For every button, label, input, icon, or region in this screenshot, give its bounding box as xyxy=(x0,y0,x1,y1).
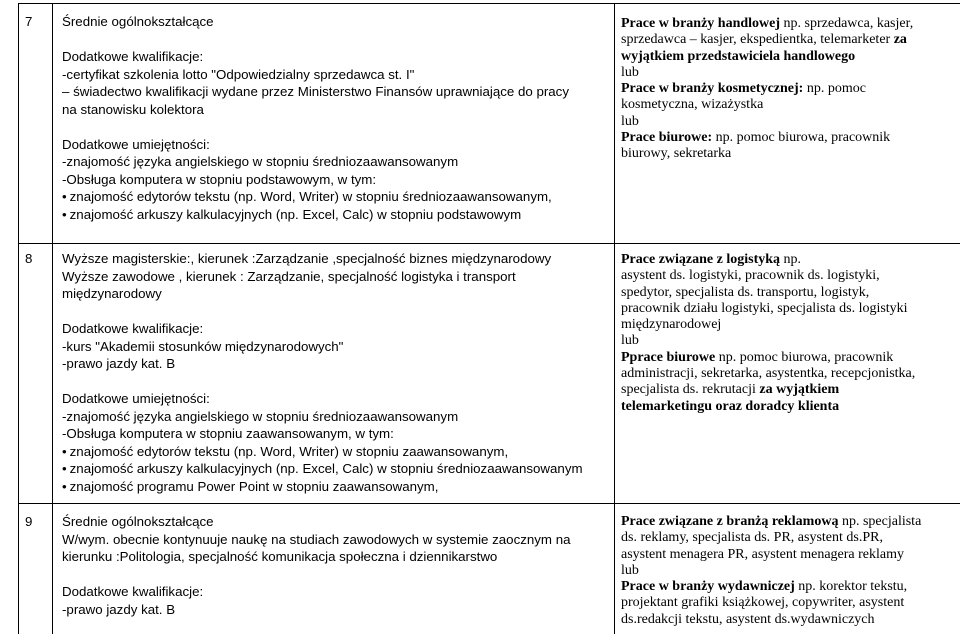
job-line: biurowy, sekretarka xyxy=(621,146,732,162)
job-line: lub xyxy=(621,113,639,129)
skill-line: -Obsługa komputera w stopniu podstawowym, w tym: xyxy=(62,171,377,187)
column-divider-content xyxy=(614,3,615,634)
job-line: lub xyxy=(621,562,639,578)
skill-line: -znajomość języka angielskiego w stopniu średniozaawansowanym xyxy=(62,154,459,169)
education-line: W/wym. obecnie kontynuuje naukę na studiach zawodowych w systemie zaocznym na xyxy=(62,531,571,547)
job-line: sprzedawca – kasjer, ekspedientka, telemarketer za xyxy=(621,32,907,48)
education-line: Wyższe magisterskie:, kierunek :Zarządzanie ,specjalność biznes międzynarodowy xyxy=(62,251,552,266)
row-divider-7-8 xyxy=(18,243,960,244)
row-number: 9 xyxy=(25,514,33,529)
bullet-item: • znajomość edytorów tekstu (np. Word, Writer) w stopniu średniozaawansowanym, xyxy=(62,188,612,206)
job-line: Prace w branży handlowej np. sprzedawca, kasjer, xyxy=(621,16,914,31)
education-title: Średnie ogólnokształcące xyxy=(62,514,214,529)
job-line: Prace w branży kosmetycznej: np. pomoc xyxy=(621,81,866,97)
qualification-line: -prawo jazdy kat. B xyxy=(62,356,176,371)
qualifications-heading: Dodatkowe kwalifikacje: xyxy=(62,321,204,336)
job-line: lub xyxy=(621,333,639,349)
job-types-cell xyxy=(621,16,956,163)
job-line: wyjątkiem przedstawiciela handlowego xyxy=(621,48,856,64)
job-line: specjalista ds. rekrutacji za wyjątkiem xyxy=(621,382,840,398)
qualification-line: -prawo jazdy kat. B xyxy=(62,601,176,617)
job-line: asystent ds. logistyki, pracownik ds. logistyki, xyxy=(621,268,880,284)
qualifications-cell xyxy=(62,513,612,618)
job-line: telemarketingu oraz doradcy klienta xyxy=(621,398,840,414)
skills-heading: Dodatkowe umiejętności: xyxy=(62,136,210,152)
skill-line: -znajomość języka angielskiego w stopniu średniozaawansowanym xyxy=(62,408,459,424)
education-title: Średnie ogólnokształcące xyxy=(62,14,214,29)
job-types-cell xyxy=(621,252,956,415)
qualification-line: na stanowisku kolektora xyxy=(62,101,204,117)
table-border-left xyxy=(18,3,19,634)
job-line: Prace w branży wydawniczej np. korektor tekstu, xyxy=(621,579,908,595)
column-divider-number xyxy=(52,3,53,634)
skill-line: -Obsługa komputera w stopniu zaawansowanym, w tym: xyxy=(62,426,394,441)
job-line: ds.redakcji tekstu, asystent ds.wydawniczych xyxy=(621,611,875,627)
qualifications-cell xyxy=(62,250,612,495)
bullet-item: • znajomość arkuszy kalkulacyjnych (np. Excel, Calc) w stopniu podstawowym xyxy=(62,206,612,224)
qualification-line: -kurs "Akademii stosunków międzynarodowych" xyxy=(62,338,344,354)
job-line: międzynarodowej xyxy=(621,317,722,333)
job-line: spedytor, specjalista ds. transportu, logistyk, xyxy=(621,284,870,300)
row-number: 8 xyxy=(25,251,33,266)
skills-heading: Dodatkowe umiejętności: xyxy=(62,391,210,406)
qualifications-heading: Dodatkowe kwalifikacje: xyxy=(62,49,204,64)
row-number: 7 xyxy=(25,14,33,29)
job-line: Prace biurowe: np. pomoc biurowa, pracownik xyxy=(621,130,891,146)
bullet-item: • znajomość programu Power Point w stopniu zaawansowanym, xyxy=(62,478,612,496)
job-line: administracji, sekretarka, asystentka, recepcjonistka, xyxy=(621,366,916,382)
education-line: Wyższe zawodowe , kierunek : Zarządzanie, specjalność logistyka i transport xyxy=(62,268,516,284)
job-line: ds. reklamy, specjalista ds. PR, asystent ds.PR, xyxy=(621,530,883,546)
job-line: kosmetyczna, wizażystka xyxy=(621,97,764,113)
row-divider-8-9 xyxy=(18,503,960,504)
table-border-top xyxy=(18,3,960,4)
qualification-line: -certyfikat szkolenia lotto "Odpowiedzialny sprzedawca st. I" xyxy=(62,66,415,82)
bullet-item: • znajomość edytorów tekstu (np. Word, Writer) w stopniu zaawansowanym, xyxy=(62,443,612,461)
job-line: asystent menagera PR, asystent menagera reklamy xyxy=(621,546,905,562)
job-types-cell xyxy=(621,514,956,628)
job-line: projektant grafiki książkowej, copywriter, asystent xyxy=(621,595,905,611)
job-line: lub xyxy=(621,64,639,80)
education-line: międzynarodowy xyxy=(62,286,162,301)
job-line: Prace związane z logistyką np. xyxy=(621,252,802,267)
job-line: pracownik działu logistyki, specjalista ds. logistyki xyxy=(621,300,908,316)
job-line: Pprace biurowe np. pomoc biurowa, pracownik xyxy=(621,349,894,365)
job-line: Prace związane z branżą reklamową np. specjalista xyxy=(621,514,922,529)
qualifications-heading: Dodatkowe kwalifikacje: xyxy=(62,584,204,599)
qualifications-cell xyxy=(62,13,612,223)
education-line: kierunku :Politologia, specjalność komunikacja społeczna i dziennikarstwo xyxy=(62,549,498,564)
bullet-item: • znajomość arkuszy kalkulacyjnych (np. Excel, Calc) w stopniu średniozaawansowanym xyxy=(62,460,612,478)
qualification-line: – świadectwo kwalifikacji wydane przez Ministerstwo Finansów uprawniające do pracy xyxy=(62,84,569,99)
